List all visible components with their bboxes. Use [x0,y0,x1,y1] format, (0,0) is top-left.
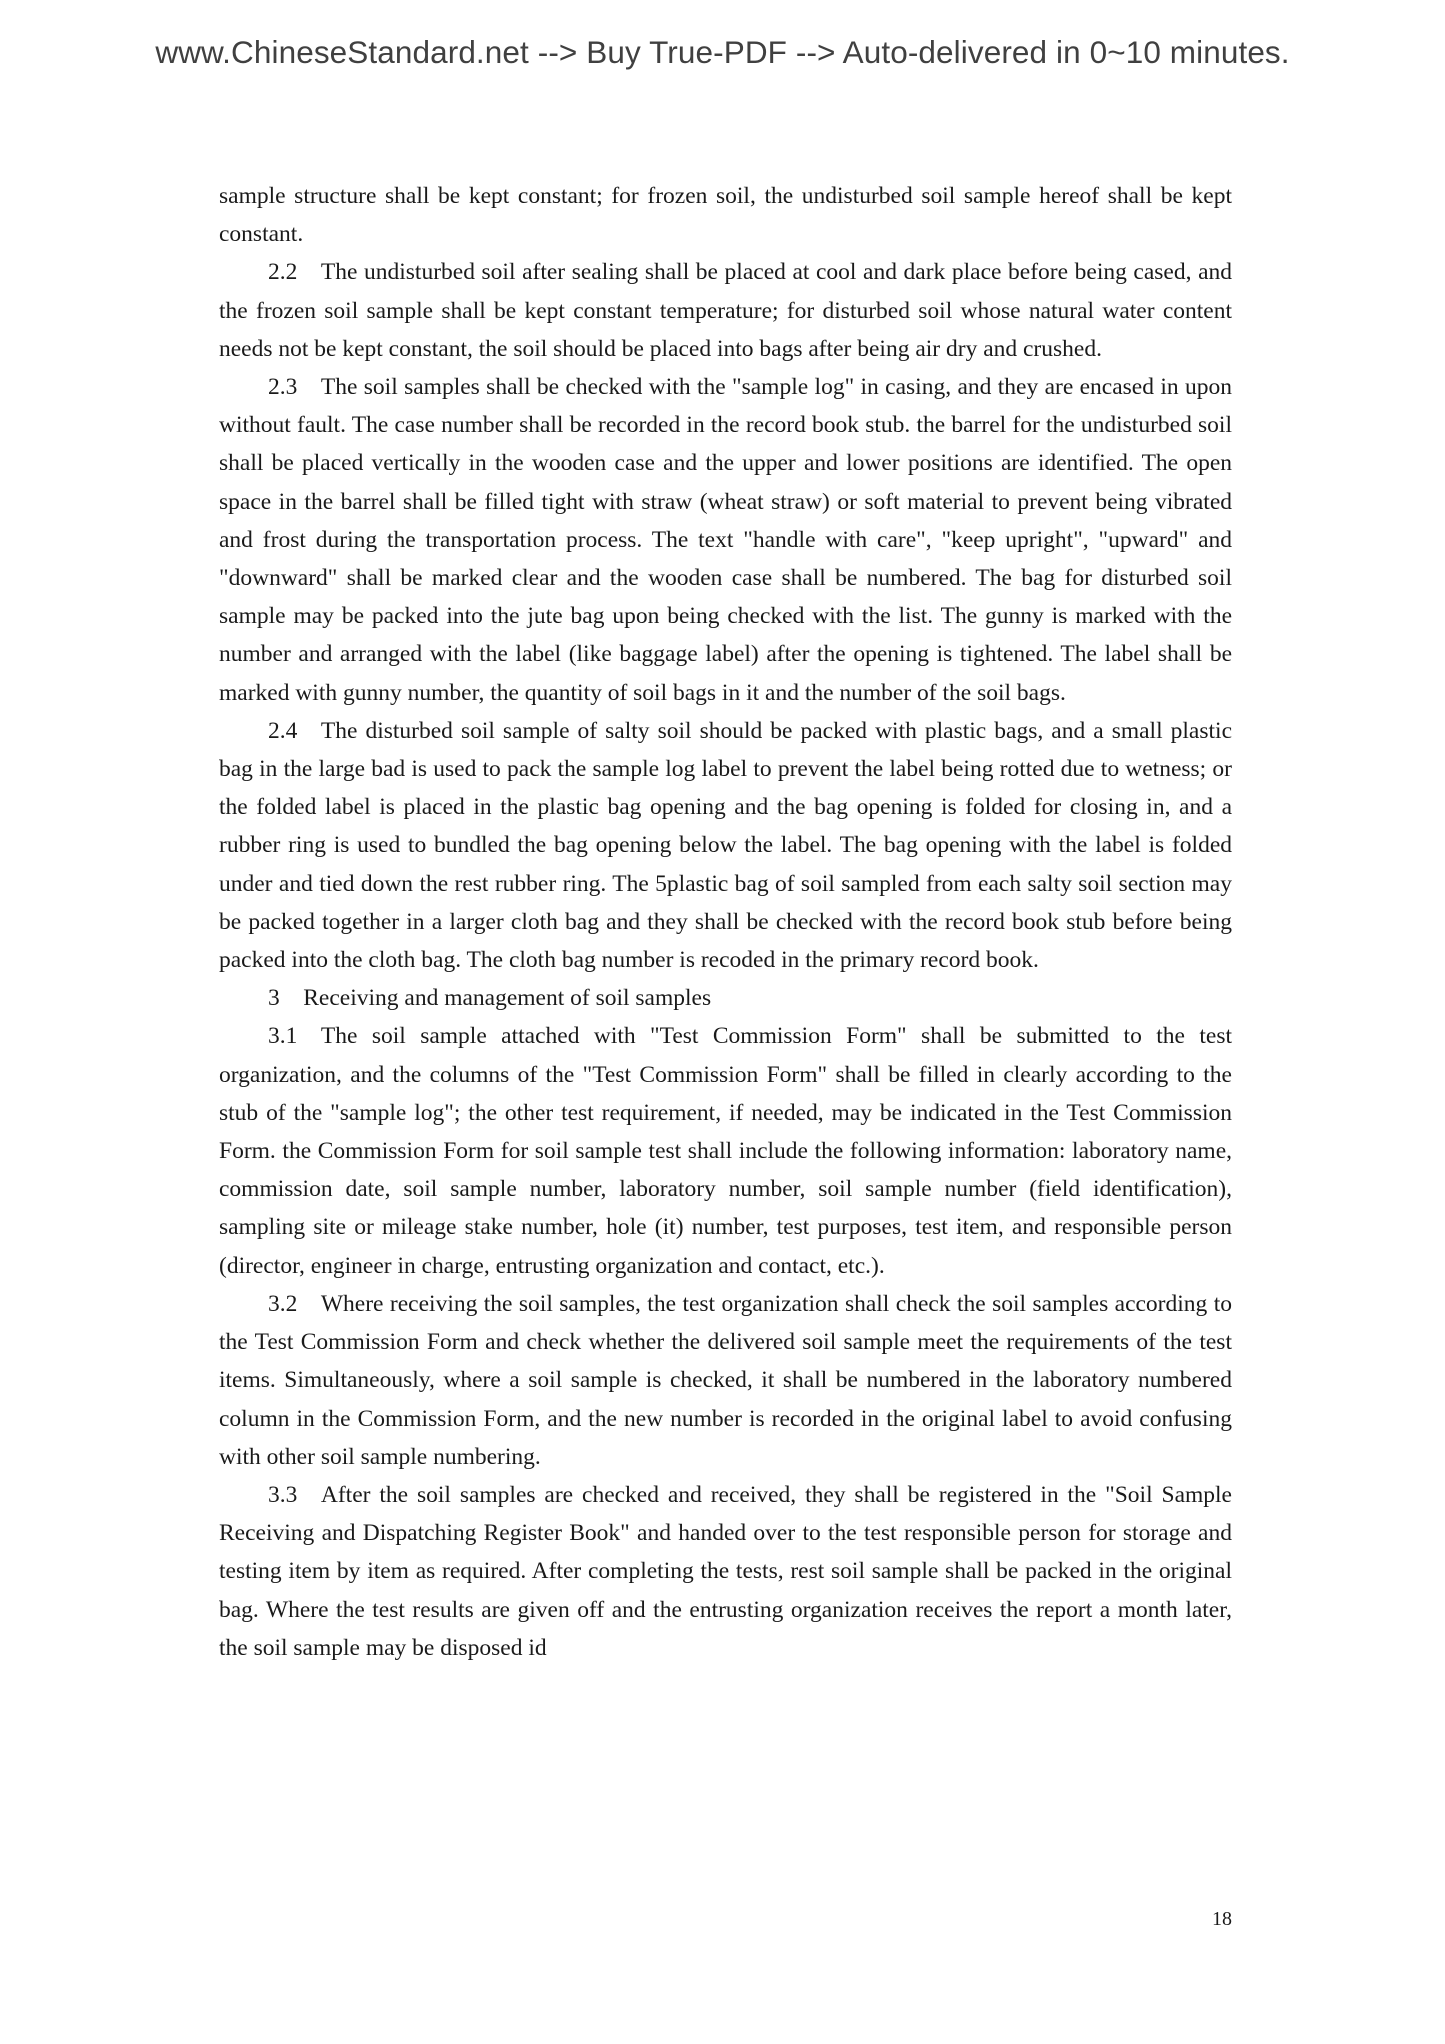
paragraph-3-1: 3.1 The soil sample attached with "Test Commission Form" shall be submitted to the test organization, and the columns of the "Test Commission Form" shall be filled in clearly according to the stub of the "sample log"; the other test requirement, if needed, may be indicated in the Test Commission Form. the Commission Form for soil sample test shall include the following information: laboratory name, commission date, soil sample number, laboratory number, soil sample number (field identification), sampling site or mileage stake number, hole (it) number, test purposes, test item, and responsible person (director, engineer in charge, entrusting organization and contact, etc.). [219,1023,1232,1279]
paragraph-3-2: 3.2 Where receiving the soil samples, the test organization shall check the soil samples according to the Test Commission Form and check whether the delivered soil sample meet the requirements of the test items. Simultaneously, where a soil sample is checked, it shall be numbered in the laboratory numbered column in the Commission Form, and the new number is recorded in the original label to avoid confusing with other soil sample numbering. [219,1290,1232,1470]
paragraph-continuation: sample structure shall be kept constant; for frozen soil, the undisturbed soil sample hereof shall be kept constant. [219,183,1232,248]
paragraph-2-2: 2.2 The undisturbed soil after sealing shall be placed at cool and dark place before being cased, and the frozen soil sample shall be kept constant temperature; for disturbed soil whose natural water content needs not be kept constant, the soil should be placed into bags after being air dry and crushed. [219,259,1232,362]
paragraph-2-3: 2.3 The soil samples shall be checked with the "sample log" in casing, and they are encased in upon without fault. The case number shall be recorded in the record book stub. the barrel for the undisturbed soil shall be placed vertically in the wooden case and the upper and lower positions are identified. The open space in the barrel shall be filled tight with straw (wheat straw) or soft material to prevent being vibrated and frost during the transportation process. The text "handle with care", "keep upright", "upward" and "downward" shall be marked clear and the wooden case shall be numbered. The bag for disturbed soil sample may be packed into the jute bag upon being checked with the list. The gunny is marked with the number and arranged with the label (like baggage label) after the opening is tightened. The label shall be marked with gunny number, the quantity of soil bags in it and the number of the soil bags. [219,374,1232,706]
section-heading-3: 3 Receiving and management of soil samples [268,985,712,1012]
source-banner: www.ChineseStandard.net --> Buy True-PDF --> Auto-delivered in 0~10 minutes. [155,34,1290,70]
paragraph-3-3: 3.3 After the soil samples are checked and received, they shall be registered in the "Soil Sample Receiving and Dispatching Register Book" and handed over to the test responsible person for storage and testing item by item as required. After completing the tests, rest soil sample shall be packed in the original bag. Where the test results are given off and the entrusting organization receives the report a month later, the soil sample may be disposed id [219,1481,1232,1661]
page-number: 18 [1212,1908,1232,1930]
paragraph-2-4: 2.4 The disturbed soil sample of salty soil should be packed with plastic bags, and a small plastic bag in the large bad is used to pack the sample log label to prevent the label being rotted due to wetness; or the folded label is placed in the plastic bag opening and the bag opening is folded for closing in, and a rubber ring is used to bundled the bag opening below the label. The bag opening with the label is folded under and tied down the rest rubber ring. The 5plastic bag of soil sampled from each salty soil section may be packed together in a larger cloth bag and they shall be checked with the record book stub before being packed into the cloth bag. The cloth bag number is recoded in the primary record book. [219,717,1232,974]
document-body [219,177,1232,1667]
